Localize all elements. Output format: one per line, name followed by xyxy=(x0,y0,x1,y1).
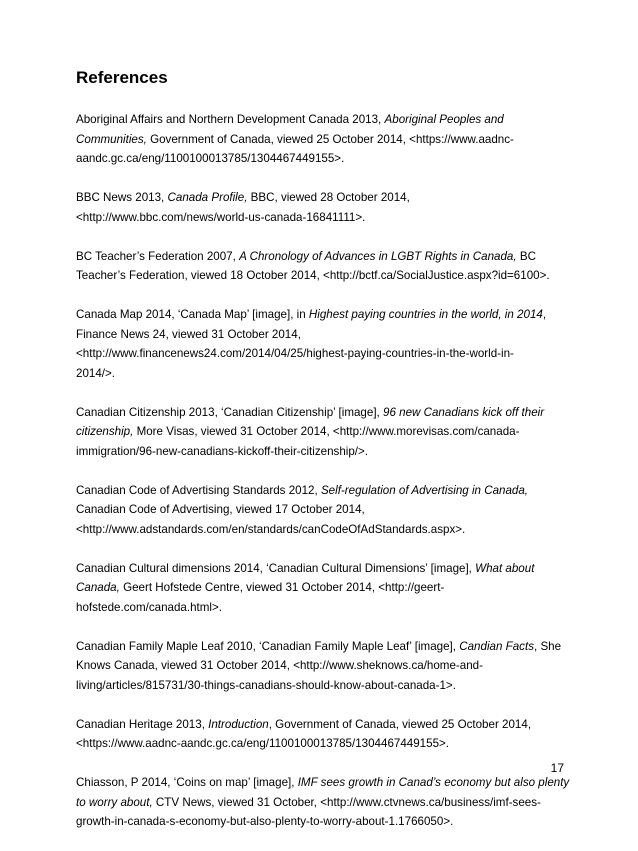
reference-text: <http://www.adstandards.com/en/standards/canCodeOfAdStandards.aspx>. xyxy=(76,522,466,536)
reference-title-italic: citizenship, xyxy=(76,425,134,438)
reference-text: Aboriginal Affairs and Northern Development Canada 2013, xyxy=(76,113,385,126)
reference-text: Canadian Cultural dimensions 2014, ‘Canadian Cultural Dimensions’ [image], xyxy=(76,561,476,575)
reference-line xyxy=(76,500,556,520)
reference-line xyxy=(76,734,556,754)
reference-title-italic: 96 new Canadians kick off their xyxy=(383,405,545,419)
reference-title-italic: Canada Profile, xyxy=(167,191,248,204)
reference-line xyxy=(76,481,556,501)
reference-line xyxy=(76,715,556,735)
reference-title-italic: A Chronology of Advances in LGBT Rights in Canada, xyxy=(239,249,517,263)
reference-text: 2014/>. xyxy=(76,366,116,380)
reference-title-italic: IMF sees growth in Canad’s economy but also plenty xyxy=(297,776,570,789)
reference-entry xyxy=(76,715,556,754)
reference-line xyxy=(76,598,556,618)
reference-text: Canadian Code of Advertising, viewed 17 October 2014, xyxy=(76,503,365,516)
reference-text: More Visas, viewed 31 October 2014, <http://www.morevisas.com/canada- xyxy=(133,425,520,438)
reference-line xyxy=(76,208,556,228)
reference-line xyxy=(76,364,556,384)
reference-text: , xyxy=(542,308,547,321)
reference-line xyxy=(76,305,556,325)
reference-text: <http://www.bbc.com/news/world-us-canada-16841111>. xyxy=(76,210,366,224)
reference-text: BBC, viewed 28 October 2014, xyxy=(247,191,410,204)
reference-line xyxy=(76,266,556,286)
reference-text: Canada Map 2014, ‘Canada Map’ [image], in xyxy=(76,308,309,321)
reference-text: hofstede.com/canada.html>. xyxy=(76,600,222,614)
reference-text: Canadian Code of Advertising Standards 2012, xyxy=(76,483,321,497)
reference-line xyxy=(76,520,556,540)
reference-title-italic: Self-regulation of Advertising in Canada, xyxy=(320,483,529,497)
reference-text: Chiasson, P 2014, ‘Coins on map’ [image], xyxy=(76,776,298,789)
reference-entry xyxy=(76,773,570,832)
reference-line xyxy=(76,403,556,423)
reference-line xyxy=(76,637,562,657)
reference-title-italic: Introduction xyxy=(208,717,269,731)
reference-list xyxy=(76,110,570,851)
reference-line xyxy=(76,656,556,676)
reference-text: living/articles/815731/30-things-canadians-should-know-about-canada-1>. xyxy=(76,678,456,692)
reference-line xyxy=(76,793,556,813)
references-heading: References xyxy=(76,68,168,87)
reference-text: BC xyxy=(516,249,536,263)
reference-line xyxy=(76,442,556,462)
reference-text: , Government of Canada, viewed 25 October 2014, xyxy=(268,717,532,731)
reference-text: aandc.gc.ca/eng/1100100013785/1304467449155>. xyxy=(76,152,345,165)
reference-text: Government of Canada, viewed 25 October 2014, <https://www.aadnc- xyxy=(146,132,514,146)
reference-text: , She xyxy=(534,639,562,653)
reference-entry xyxy=(76,637,562,696)
reference-line xyxy=(76,130,556,150)
reference-title-italic: Highest paying countries in the world, in 2014 xyxy=(308,308,543,321)
reference-text: Knows Canada, viewed 31 October 2014, <http://www.sheknows.ca/home-and- xyxy=(76,659,483,672)
reference-text: immigration/96-new-canadians-kickoff-their-citizenship/>. xyxy=(76,444,369,458)
reference-line xyxy=(76,149,556,169)
reference-text: CTV News, viewed 31 October, <http://www.ctvnews.ca/business/imf-sees- xyxy=(152,795,541,809)
reference-line xyxy=(76,247,556,267)
reference-title-italic: Candian Facts xyxy=(459,639,534,653)
reference-line xyxy=(76,325,556,345)
reference-title-italic: Canada, xyxy=(76,581,120,594)
reference-line xyxy=(76,422,556,442)
reference-entry xyxy=(76,110,556,169)
reference-line xyxy=(76,773,570,793)
reference-title-italic: What about xyxy=(475,561,535,575)
reference-line xyxy=(76,344,556,364)
reference-text: Canadian Heritage 2013, xyxy=(76,717,209,731)
reference-text: Geert Hofstede Centre, viewed 31 October 2014, <http://geert- xyxy=(119,581,445,594)
reference-text: Finance News 24, viewed 31 October 2014, xyxy=(76,327,301,341)
reference-entry xyxy=(76,247,556,286)
reference-text: growth-in-canada-s-economy-but-also-plenty-to-worry-about-1.1766050>. xyxy=(76,815,454,828)
page-number: 17 xyxy=(550,761,564,775)
reference-text: BC Teacher’s Federation 2007, xyxy=(76,249,240,263)
reference-line xyxy=(76,559,556,579)
reference-text: Teacher’s Federation, viewed 18 October 2014, <http://bctf.ca/SocialJustice.aspx?id=6100>. xyxy=(76,269,550,282)
reference-entry xyxy=(76,481,556,540)
reference-line xyxy=(76,578,556,598)
reference-title-italic: Aboriginal Peoples and xyxy=(384,113,504,126)
reference-title-italic: to worry about, xyxy=(76,795,153,809)
reference-entry xyxy=(76,403,556,462)
reference-text: BBC News 2013, xyxy=(76,191,168,204)
reference-line xyxy=(76,188,556,208)
reference-text: <http://www.financenews24.com/2014/04/25/highest-paying-countries-in-the-world-in- xyxy=(76,347,514,360)
reference-line xyxy=(76,110,556,130)
reference-entry xyxy=(76,305,556,383)
reference-line xyxy=(76,676,556,696)
reference-text: Canadian Family Maple Leaf 2010, ‘Canadian Family Maple Leaf’ [image], xyxy=(76,639,460,653)
reference-line xyxy=(76,812,556,832)
reference-text: Canadian Citizenship 2013, ‘Canadian Citizenship’ [image], xyxy=(76,405,383,419)
reference-entry xyxy=(76,188,556,227)
reference-text: <https://www.aadnc-aandc.gc.ca/eng/1100100013785/1304467449155>. xyxy=(76,737,450,750)
reference-entry xyxy=(76,559,556,618)
reference-title-italic: Communities, xyxy=(76,132,147,146)
